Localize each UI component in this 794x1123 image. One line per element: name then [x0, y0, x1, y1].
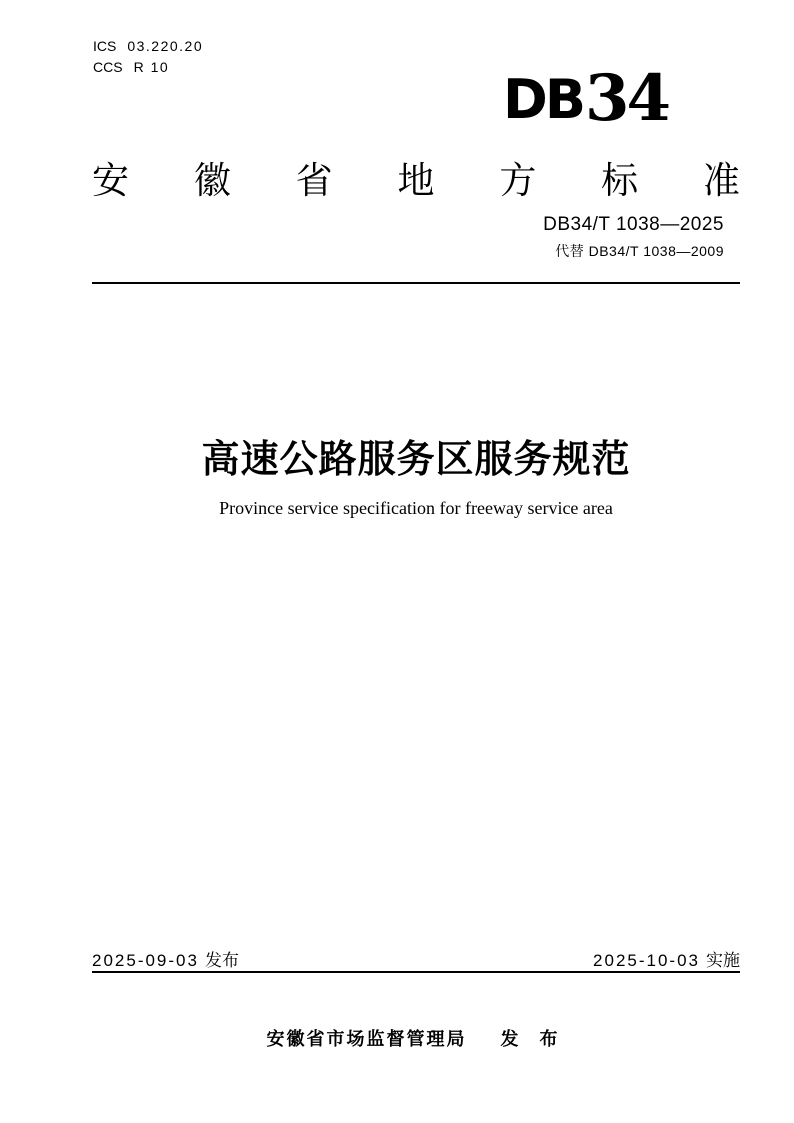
ccs-code: R 10 — [133, 59, 170, 75]
ics-code: 03.220.20 — [127, 38, 204, 54]
ics-label: ICS — [93, 38, 117, 54]
standard-number-block — [543, 214, 724, 261]
implement-date: 2025-10-03 — [593, 951, 700, 970]
dates-row — [92, 946, 740, 971]
footer-rule — [92, 971, 740, 973]
publisher-name: 安徽省市场监督管理局 — [266, 1029, 467, 1049]
replaces-note: 代替 DB34/T 1038—2009 — [555, 243, 724, 259]
issue-date-line — [92, 946, 239, 971]
db34-logo-number: 34 — [584, 60, 669, 136]
document-title-english: Province service specification for freeway service area — [219, 498, 613, 518]
implement-label: 实施 — [706, 951, 740, 970]
standard-number: DB34/T 1038—2025 — [543, 214, 724, 235]
standard-type-title: 安 徽 省 地 方 标 准 — [92, 160, 740, 201]
document-title-chinese: 高速公路服务区服务规范 — [201, 439, 631, 481]
issue-date: 2025-09-03 — [92, 951, 199, 970]
publish-action: 发 布 — [500, 1029, 566, 1049]
ics-line — [93, 36, 203, 57]
issue-label: 发布 — [204, 951, 239, 970]
publisher-line — [92, 1025, 740, 1051]
implement-date-line — [593, 946, 740, 971]
db34-logo-letters: DB — [503, 67, 583, 131]
db34-logo — [503, 60, 669, 136]
header-rule — [92, 282, 740, 284]
ccs-label: CCS — [93, 59, 123, 75]
ccs-line — [93, 57, 203, 78]
classification-block — [93, 36, 203, 78]
